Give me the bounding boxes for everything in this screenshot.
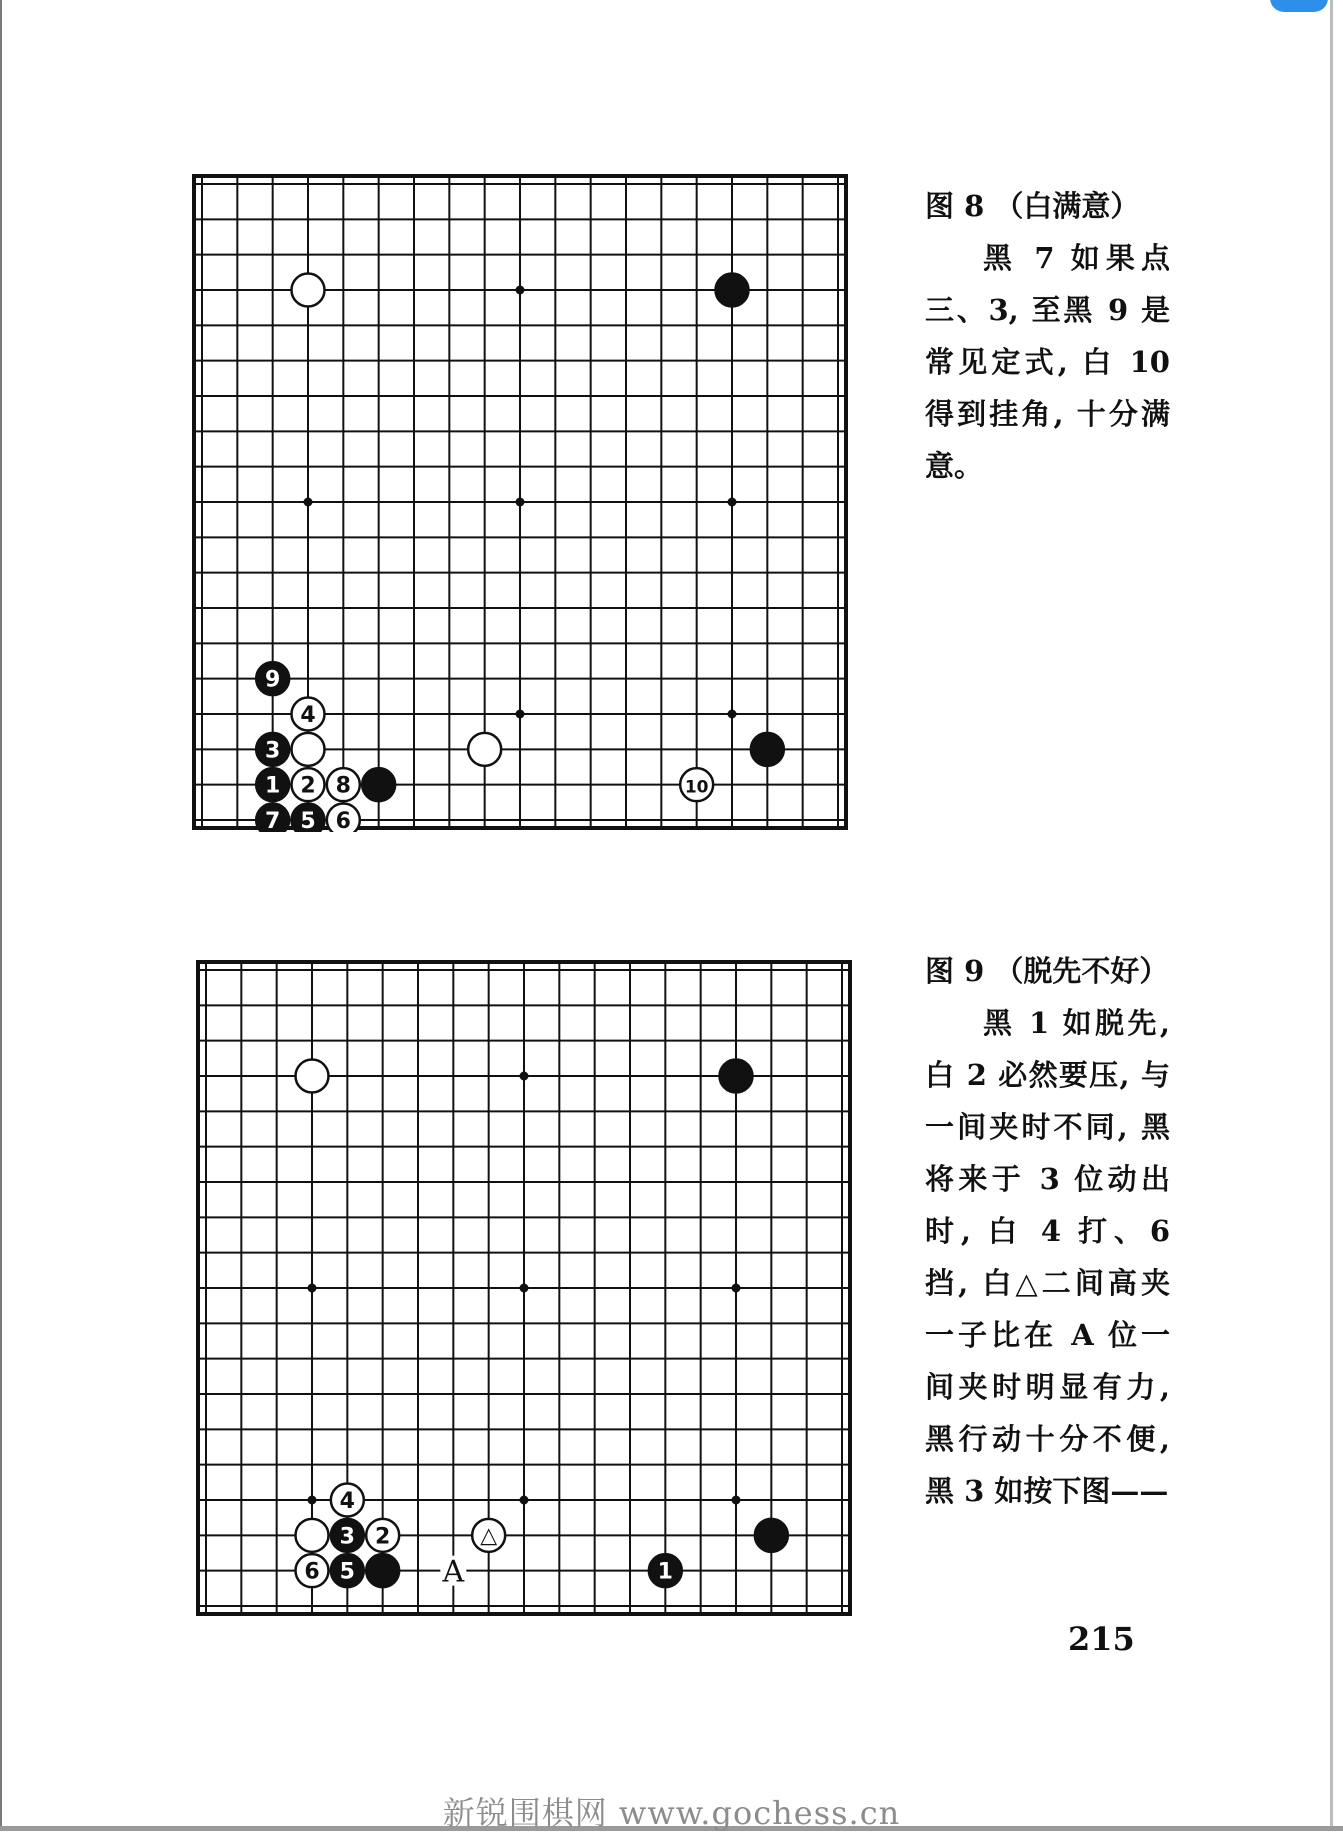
black-stone-disc: [716, 274, 749, 307]
black-stone: [716, 274, 749, 307]
watermark: 新锐围棋网 www.gochess.cn: [442, 1794, 901, 1832]
black-stone: [331, 1519, 364, 1552]
white-stone: [327, 768, 360, 801]
star-point: [516, 286, 525, 295]
white-stone-disc: [296, 1060, 329, 1093]
figure-9-text: 黑 1 如脱先, 白 2 必然要压, 与一间夹时不同, 黑将来于 3 位动出时, 白 4 打、6 挡, 白△二间高夹一子比在 A 位一间夹时明显有力, 黑行动十分不便, 黑 3 如按下图——: [925, 1006, 1170, 1508]
move-number: 2: [375, 1524, 391, 1550]
white-stone: [680, 768, 713, 801]
figure-9-caption: [925, 945, 1170, 1517]
move-number: 5: [339, 1559, 355, 1585]
black-stone-disc: [366, 1554, 399, 1587]
white-stone: [296, 1060, 329, 1093]
star-point: [520, 1072, 529, 1081]
white-stone-disc: [296, 1519, 329, 1552]
black-stone: [362, 768, 395, 801]
move-number: 2: [300, 773, 316, 799]
move-number: 3: [339, 1524, 355, 1550]
page-right-edge: [1330, 0, 1333, 1831]
page-number: 215: [1068, 1620, 1135, 1658]
star-point: [732, 1284, 741, 1293]
move-number: △: [480, 1523, 498, 1549]
move-number: 7: [265, 809, 281, 832]
go-board-figure-9: [194, 958, 854, 1618]
figure-8-title: 图 8 （白满意）: [925, 189, 1140, 223]
move-number: 1: [657, 1559, 673, 1585]
black-stone: [366, 1554, 399, 1587]
viewer-corner-tab[interactable]: [1270, 0, 1328, 12]
white-stone: [366, 1519, 399, 1552]
black-stone: [256, 768, 289, 801]
star-point: [308, 1496, 317, 1505]
page-left-edge: [0, 0, 2, 1831]
move-number: 8: [335, 773, 351, 799]
white-stone: [296, 1554, 329, 1587]
move-number: 6: [304, 1559, 320, 1585]
white-stone: [296, 1519, 329, 1552]
position-marker: A: [442, 1554, 465, 1590]
black-stone-disc: [755, 1519, 788, 1552]
black-stone: [649, 1554, 682, 1587]
black-stone: [256, 733, 289, 766]
white-stone: [468, 733, 501, 766]
move-number: 4: [300, 703, 316, 728]
white-stone: [331, 1484, 364, 1517]
black-stone: [292, 804, 325, 833]
black-stone-disc: [362, 768, 395, 801]
black-stone-disc: [720, 1060, 753, 1093]
star-point: [520, 1284, 529, 1293]
move-number: 10: [684, 777, 709, 798]
move-number: 3: [265, 738, 281, 764]
white-stone-disc: [292, 733, 325, 766]
black-stone: [256, 662, 289, 695]
white-stone: [472, 1519, 505, 1552]
black-stone: [751, 733, 784, 766]
white-stone: [292, 733, 325, 766]
star-point: [304, 498, 313, 507]
star-point: [520, 1496, 529, 1505]
star-point: [728, 498, 737, 507]
white-stone: [292, 768, 325, 801]
white-stone-disc: [292, 274, 325, 307]
star-point: [516, 710, 525, 719]
move-number: 9: [265, 667, 281, 693]
move-number: 1: [265, 773, 281, 799]
white-stone: [292, 274, 325, 307]
star-point: [732, 1496, 741, 1505]
figure-8-text: 黑 7 如果点三、3, 至黑 9 是常见定式, 白 10 得到挂角, 十分满意。: [925, 241, 1170, 483]
move-number: 5: [300, 809, 316, 832]
white-stone: [327, 804, 360, 833]
black-stone: [720, 1060, 753, 1093]
go-board-figure-8: [190, 172, 850, 832]
star-point: [728, 710, 737, 719]
star-point: [308, 1284, 317, 1293]
black-stone: [256, 804, 289, 833]
white-stone-disc: [468, 733, 501, 766]
figure-8-caption: [925, 180, 1170, 492]
figure-9-title: 图 9 （脱先不好）: [925, 954, 1169, 988]
white-stone: [292, 698, 325, 731]
star-point: [516, 498, 525, 507]
black-stone: [331, 1554, 364, 1587]
move-number: 6: [335, 809, 351, 832]
black-stone: [755, 1519, 788, 1552]
black-stone-disc: [751, 733, 784, 766]
move-number: 4: [339, 1489, 355, 1514]
